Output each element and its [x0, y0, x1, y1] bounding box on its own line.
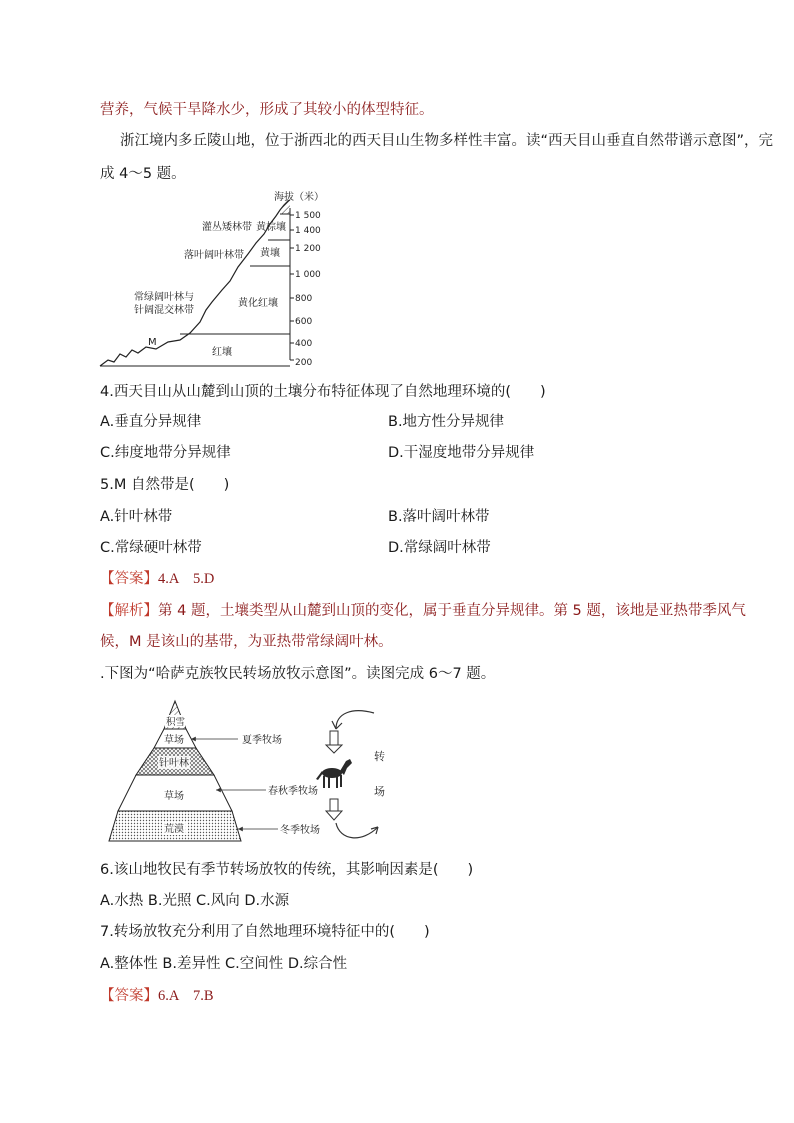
question-5-option-c: C.常绿硬叶林带 — [100, 540, 202, 556]
answer-label: 【答案】 — [100, 571, 158, 587]
layer-grass-mid-label: 草场 — [164, 791, 184, 802]
question-4-option-d: D.干湿度地带分异规律 — [388, 445, 535, 461]
question-4-option-c: C.纬度地带分异规律 — [100, 445, 231, 461]
answer-6-7 — [100, 986, 214, 1006]
vertical-zonation-figure — [98, 188, 328, 370]
passage2: .下图为“哈萨克族牧民转场放牧示意图”。读图完成 6～7 题。 — [100, 666, 496, 682]
question-4-option-a: A.垂直分异规律 — [100, 414, 202, 430]
soil-yellow-label: 黄壤 — [260, 248, 280, 259]
zone-mixed-label-2: 针阔混交林带 — [134, 305, 194, 316]
down-arrow-lower — [326, 799, 342, 820]
winter-pasture-label: 冬季牧场 — [280, 825, 320, 836]
question-5-stem: 5.M 自然带是( ) — [100, 477, 230, 493]
passage1-line1: 浙江境内多丘陵山地，位于浙西北的西天目山生物多样性丰富。读“西天目山垂直自然带谱示意图”，完 — [120, 133, 774, 149]
transhumance-figure — [100, 693, 420, 849]
answer-label: 【答案】 — [100, 988, 158, 1004]
question-5-option-a: A.针叶林带 — [100, 509, 173, 525]
tick-label: 600 — [295, 317, 313, 327]
analysis-label: 【解析】 — [100, 603, 158, 619]
question-7-stem: 7.转场放牧充分利用了自然地理环境特征中的( ) — [100, 924, 430, 940]
question-5-option-d: D.常绿阔叶林带 — [388, 540, 491, 556]
tick-label: 1 500 — [295, 211, 321, 221]
point-m-label: M — [148, 337, 157, 348]
cycle-arrow-bottom — [336, 823, 378, 838]
analysis-text-1: 第 4 题，土壤类型从山麓到山顶的变化，属于垂直分异规律。第 5 题，该地是亚热带季风气 — [158, 603, 746, 619]
question-5-options-row1 — [100, 507, 490, 527]
zone-shrub-label: 灌丛矮林带 — [202, 222, 252, 233]
passage1-line2: 成 4～5 题。 — [100, 166, 186, 182]
question-7-options: A.整体性 B.差异性 C.空间性 D.综合性 — [100, 956, 348, 972]
analysis-line2: 候，M 是该山的基带，为亚热带常绿阔叶林。 — [100, 634, 393, 650]
question-4-option-b: B.地方性分异规律 — [388, 414, 505, 430]
question-5-option-b: B.落叶阔叶林带 — [388, 509, 490, 525]
tick-label: 800 — [295, 294, 313, 304]
analysis-line1 — [100, 601, 746, 621]
answer-text: 4.A 5.D — [158, 571, 215, 587]
transfer-label-2: 场 — [374, 785, 385, 798]
intro-continued: 营养，气候干旱降水少，形成了其较小的体型特征。 — [100, 102, 434, 118]
layer-conifer-label: 针叶林 — [159, 758, 189, 769]
question-4-options-row1 — [100, 412, 505, 432]
question-4-options-row2 — [100, 443, 535, 463]
horse-icon — [316, 759, 352, 788]
zone-mixed-label-1: 常绿阔叶林与 — [134, 292, 194, 303]
question-4-stem: 4.西天目山从山麓到山顶的土壤分布特征体现了自然地理环境的( ) — [100, 384, 546, 400]
soil-red-label: 红壤 — [212, 347, 232, 358]
layer-grass-top-label: 草场 — [164, 735, 184, 746]
summer-pasture-label: 夏季牧场 — [242, 735, 282, 746]
cycle-arrow-top — [336, 711, 374, 729]
question-6-stem: 6.该山地牧民有季节转场放牧的传统，其影响因素是( ) — [100, 862, 474, 878]
answer-text: 6.A 7.B — [158, 988, 214, 1004]
question-5-options-row2 — [100, 538, 491, 558]
down-arrow-upper — [326, 731, 342, 753]
soil-yellowish-red-label: 黄化红壤 — [238, 298, 278, 309]
tick-label: 1 400 — [295, 226, 321, 236]
layer-desert-label: 荒漠 — [164, 824, 184, 835]
altitude-axis-title: 海拔（米） — [274, 192, 324, 203]
layer-snow-label: 积雪 — [166, 717, 186, 728]
soil-yellow-brown-label: 黄棕壤 — [256, 222, 286, 233]
tick-label: 1 200 — [295, 244, 321, 254]
tick-label: 200 — [295, 358, 313, 368]
tick-label: 400 — [295, 339, 313, 349]
tick-label: 1 000 — [295, 270, 321, 280]
spring-autumn-pasture-label: 春秋季牧场 — [268, 786, 318, 797]
zone-deciduous-label: 落叶阔叶林带 — [184, 250, 244, 261]
question-6-options: A.水热 B.光照 C.风向 D.水源 — [100, 893, 290, 909]
transfer-label-1: 转 — [374, 750, 385, 763]
answer-4-5 — [100, 569, 214, 589]
